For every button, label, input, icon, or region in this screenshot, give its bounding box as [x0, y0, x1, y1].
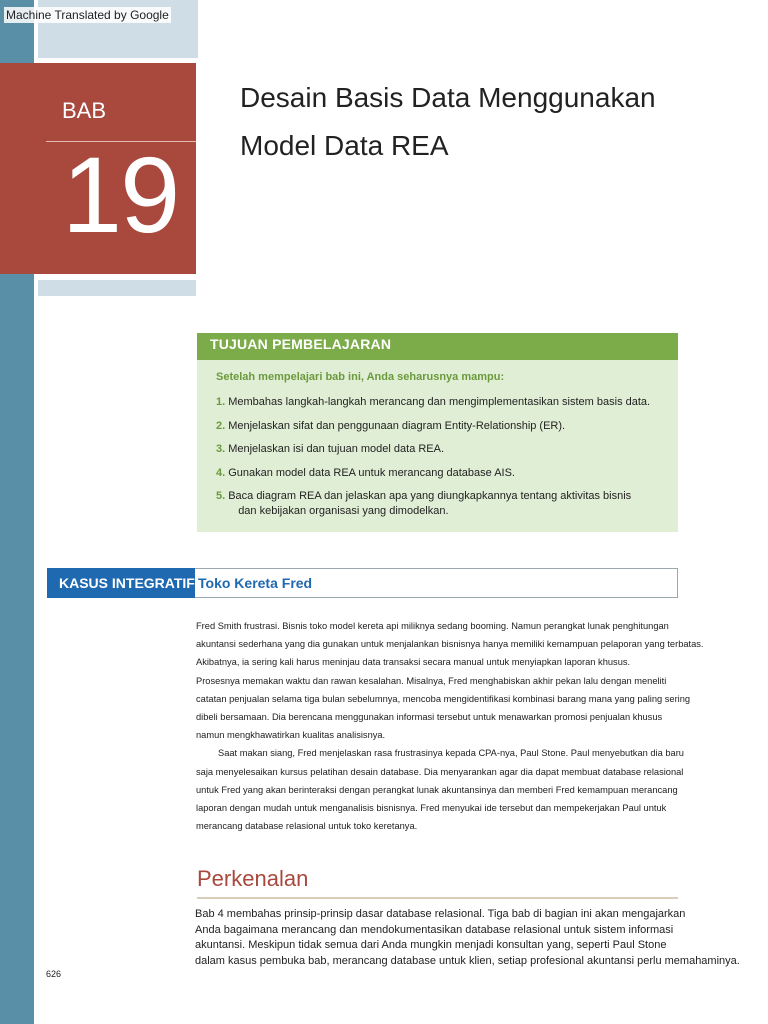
integrative-case-bar: [47, 568, 678, 598]
case-line: dibeli bersamaan. Dia berencana menggunakan informasi tersebut untuk menawarkan promosi penjualan khusus: [196, 712, 663, 723]
objective-text: [228, 489, 666, 519]
case-title: Toko Kereta Fred: [198, 575, 313, 591]
case-line: catatan penjualan selama tiga bulan sebelumnya, mencoba mengidentifikasi kombinasi barang mana yang paling sering: [196, 693, 691, 704]
chapter-title-line1: Desain Basis Data Menggunakan: [240, 82, 656, 113]
case-line: saja menyelesaikan kursus pelatihan desain database. Dia menyarankan agar dia dapat membuat database relasional: [196, 766, 684, 777]
case-label: KASUS INTEGRATIF: [47, 568, 195, 598]
case-line: untuk Fred yang akan berinteraksi dengan perangkat lunak akuntansinya dan memberi Fred kemampuan merancang: [196, 784, 678, 795]
objectives-header: TUJUAN PEMBELAJARAN: [197, 333, 678, 360]
chapter-label: BAB: [62, 98, 107, 123]
objective-number: 3.: [216, 443, 226, 455]
case-line: Prosesnya memakan waktu dan rawan kesalahan. Misalnya, Fred menghabiskan akhir pekan lalu dengan meneliti: [196, 675, 667, 686]
case-line: Akibatnya, ia sering kali harus meninjau data transaksi secara manual untuk menyiapkan laporan khusus.: [196, 657, 631, 668]
section-body: [195, 907, 740, 969]
bottom-decorative-box: [38, 280, 196, 296]
objectives-intro: Setelah mempelajari bab ini, Anda seharusnya mampu:: [216, 371, 505, 383]
case-line: Saat makan siang, Fred menjelaskan rasa frustrasinya kepada CPA-nya, Paul Stone. Paul menyebutkan dia baru: [218, 748, 684, 759]
objective-item: [216, 442, 666, 457]
objective-item: [216, 395, 666, 410]
section-line: dalam kasus pembuka bab, merancang database untuk klien, setiap profesional akuntansi perlu memahaminya.: [195, 954, 740, 967]
objective-number: 4.: [216, 466, 226, 479]
objective-number: 2.: [216, 419, 226, 432]
objective-item: [216, 419, 666, 434]
case-body: [196, 617, 706, 835]
chapter-title: [240, 74, 740, 170]
chapter-title-line2: Model Data REA: [240, 130, 449, 161]
case-line: akuntansi sederhana yang dia gunakan untuk menjalankan bisnisnya hanya memiliki kemampuan pelaporan yang terbatas.: [196, 639, 704, 650]
chapter-number: 19: [62, 134, 179, 255]
objective-text: Gunakan model data REA untuk merancang database AIS.: [228, 466, 515, 479]
objective-number: 1.: [216, 396, 226, 408]
section-line: Anda bagaimana merancang dan mendokumentasikan database relasional untuk sistem informasi: [195, 923, 674, 936]
case-line: laporan dengan mudah untuk menganalisis bisnisnya. Fred menyukai ide tersebut dan mempekerjakan Paul untuk: [196, 803, 667, 814]
objective-item: [216, 489, 666, 519]
section-line: akuntansi. Meskipun tidak semua dari Anda mungkin menjadi konsultan yang, seperti Paul Stone: [195, 939, 667, 951]
objective-item: [216, 466, 666, 481]
objective-text: Menjelaskan sifat dan penggunaan diagram Entity-Relationship (ER).: [228, 419, 566, 432]
objective-text: Membahas langkah-langkah merancang dan mengimplementasikan sistem basis data.: [228, 396, 651, 408]
page-number: 626: [46, 969, 62, 979]
chapter-block: [0, 63, 196, 274]
objective-text-line2: dan kebijakan organisasi yang dimodelkan.: [238, 505, 449, 517]
objective-number: 5.: [216, 490, 226, 502]
case-line: merancang database relasional untuk toko keretanya.: [196, 821, 418, 832]
translation-watermark: Machine Translated by Google: [6, 8, 169, 22]
section-line: Bab 4 membahas prinsip-prinsip dasar database relasional. Tiga bab di bagian ini akan mengajarkan: [195, 908, 686, 920]
learning-objectives-box: [197, 333, 678, 532]
case-line: namun mengkhawatirkan kualitas analisisnya.: [196, 730, 386, 741]
objectives-list: [216, 395, 666, 528]
section-divider: [197, 897, 678, 899]
section-title: Perkenalan: [197, 866, 309, 891]
objective-text: Menjelaskan isi dan tujuan model data REA.: [228, 443, 445, 455]
case-line: Fred Smith frustrasi. Bisnis toko model kereta api miliknya sedang booming. Namun perangkat lunak penghitungan: [196, 621, 669, 631]
objective-text-line1: Baca diagram REA dan jelaskan apa yang diungkapkannya tentang aktivitas bisnis: [228, 490, 632, 502]
